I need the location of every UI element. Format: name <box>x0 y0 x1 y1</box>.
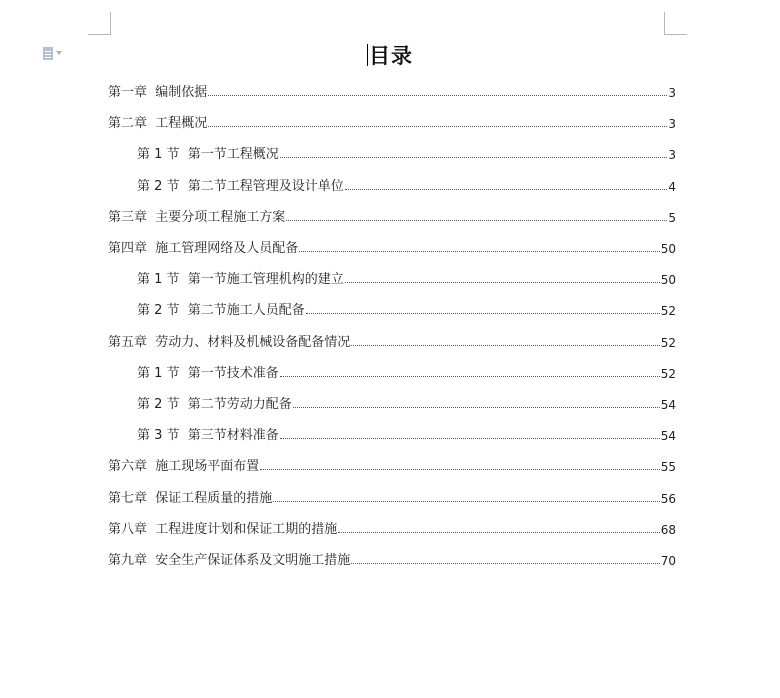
toc-entry-label: 第 1 节 第一节技术准备 <box>137 365 279 381</box>
toc-entry-page: 3 <box>668 117 676 132</box>
page-corner-marker-left <box>88 12 111 35</box>
toc-entry-page: 55 <box>660 460 676 475</box>
toc-entry-page: 52 <box>660 335 676 350</box>
toc-leader-dots <box>208 94 667 96</box>
toc-entry-label: 第二章 工程概况 <box>108 116 208 132</box>
text-cursor <box>367 44 368 66</box>
toc-leader-dots <box>280 156 668 158</box>
toc-entry-page: 54 <box>660 398 676 412</box>
toc-entry-label: 第七章 保证工程质量的措施 <box>108 490 273 506</box>
page-corner-marker-right <box>664 12 687 35</box>
toc-entry-label: 第三章 主要分项工程施工方案 <box>108 209 286 225</box>
toc-entry-page: 4 <box>668 179 676 194</box>
toc-entry[interactable] <box>108 517 676 537</box>
toc-entry-label: 第六章 施工现场平面布置 <box>108 459 260 475</box>
toc-entry-label: 第 1 节 第一节施工管理机构的建立 <box>137 272 344 288</box>
toc-leader-dots <box>293 406 660 408</box>
toc-leader-dots <box>299 250 659 252</box>
toc-entry[interactable] <box>137 392 676 412</box>
toc-leader-dots <box>306 312 660 314</box>
toc-entry-label: 第 3 节 第三节材料准备 <box>137 428 279 444</box>
toc-entry-page: 54 <box>660 429 676 444</box>
toc-entry[interactable] <box>108 486 676 506</box>
toc-entry[interactable] <box>108 80 676 100</box>
toc-entry-label: 第九章 安全生产保证体系及文明施工措施 <box>108 553 351 568</box>
toc-entry-page: 50 <box>660 242 676 256</box>
toc-entry[interactable] <box>108 236 676 256</box>
toc-entry-label: 第 1 节 第一节工程概况 <box>137 147 279 163</box>
toc-leader-dots <box>338 531 659 533</box>
toc-leader-dots <box>351 562 659 564</box>
toc-entry[interactable] <box>108 205 676 225</box>
toc-entry-page: 70 <box>660 554 676 568</box>
toc-entry-page: 50 <box>660 273 676 288</box>
toc-entry-page: 3 <box>668 148 676 163</box>
toc-entry-label: 第四章 施工管理网络及人员配备 <box>108 241 299 256</box>
toc-entry-label: 第八章 工程进度计划和保证工期的措施 <box>108 521 338 537</box>
toc-entry-page: 52 <box>660 304 676 319</box>
toc-leader-dots <box>286 219 667 221</box>
toc-entry[interactable] <box>137 142 676 162</box>
toc-entry[interactable] <box>108 330 676 350</box>
toc-leader-dots <box>351 344 659 346</box>
toc-entry[interactable] <box>108 454 676 474</box>
toc-entry[interactable] <box>137 174 676 194</box>
toc-entry-label: 第 2 节 第二节工程管理及设计单位 <box>137 178 344 194</box>
toc-entry[interactable] <box>137 267 676 287</box>
toc-entry[interactable] <box>108 548 676 568</box>
toc-title-text: 目录 <box>369 43 413 68</box>
toc-entry-page: 52 <box>660 366 676 381</box>
toc-leader-dots <box>208 125 667 127</box>
toc-leader-dots <box>280 437 660 439</box>
toc-entry-page: 3 <box>668 86 676 100</box>
toc-leader-dots <box>280 375 660 377</box>
toc-leader-dots <box>345 281 660 283</box>
toc-entry[interactable] <box>137 423 676 443</box>
toc-entry-page: 56 <box>660 491 676 506</box>
toc-entry[interactable] <box>108 111 676 131</box>
toc-title <box>0 40 780 70</box>
toc-entry-label: 第 2 节 第二节施工人员配备 <box>137 303 305 319</box>
toc-leader-dots <box>260 468 659 470</box>
toc-entry-page: 5 <box>668 210 676 225</box>
toc-entry-page: 68 <box>660 522 676 537</box>
toc-entry-label: 第五章 劳动力、材料及机械设备配备情况 <box>108 334 351 350</box>
toc-entry[interactable] <box>137 298 676 318</box>
toc-leader-dots <box>273 500 659 502</box>
toc-leader-dots <box>345 188 668 190</box>
toc-entry[interactable] <box>137 361 676 381</box>
toc-entry-label: 第 2 节 第二节劳动力配备 <box>137 397 292 412</box>
toc-entry-label: 第一章 编制依据 <box>108 85 208 100</box>
